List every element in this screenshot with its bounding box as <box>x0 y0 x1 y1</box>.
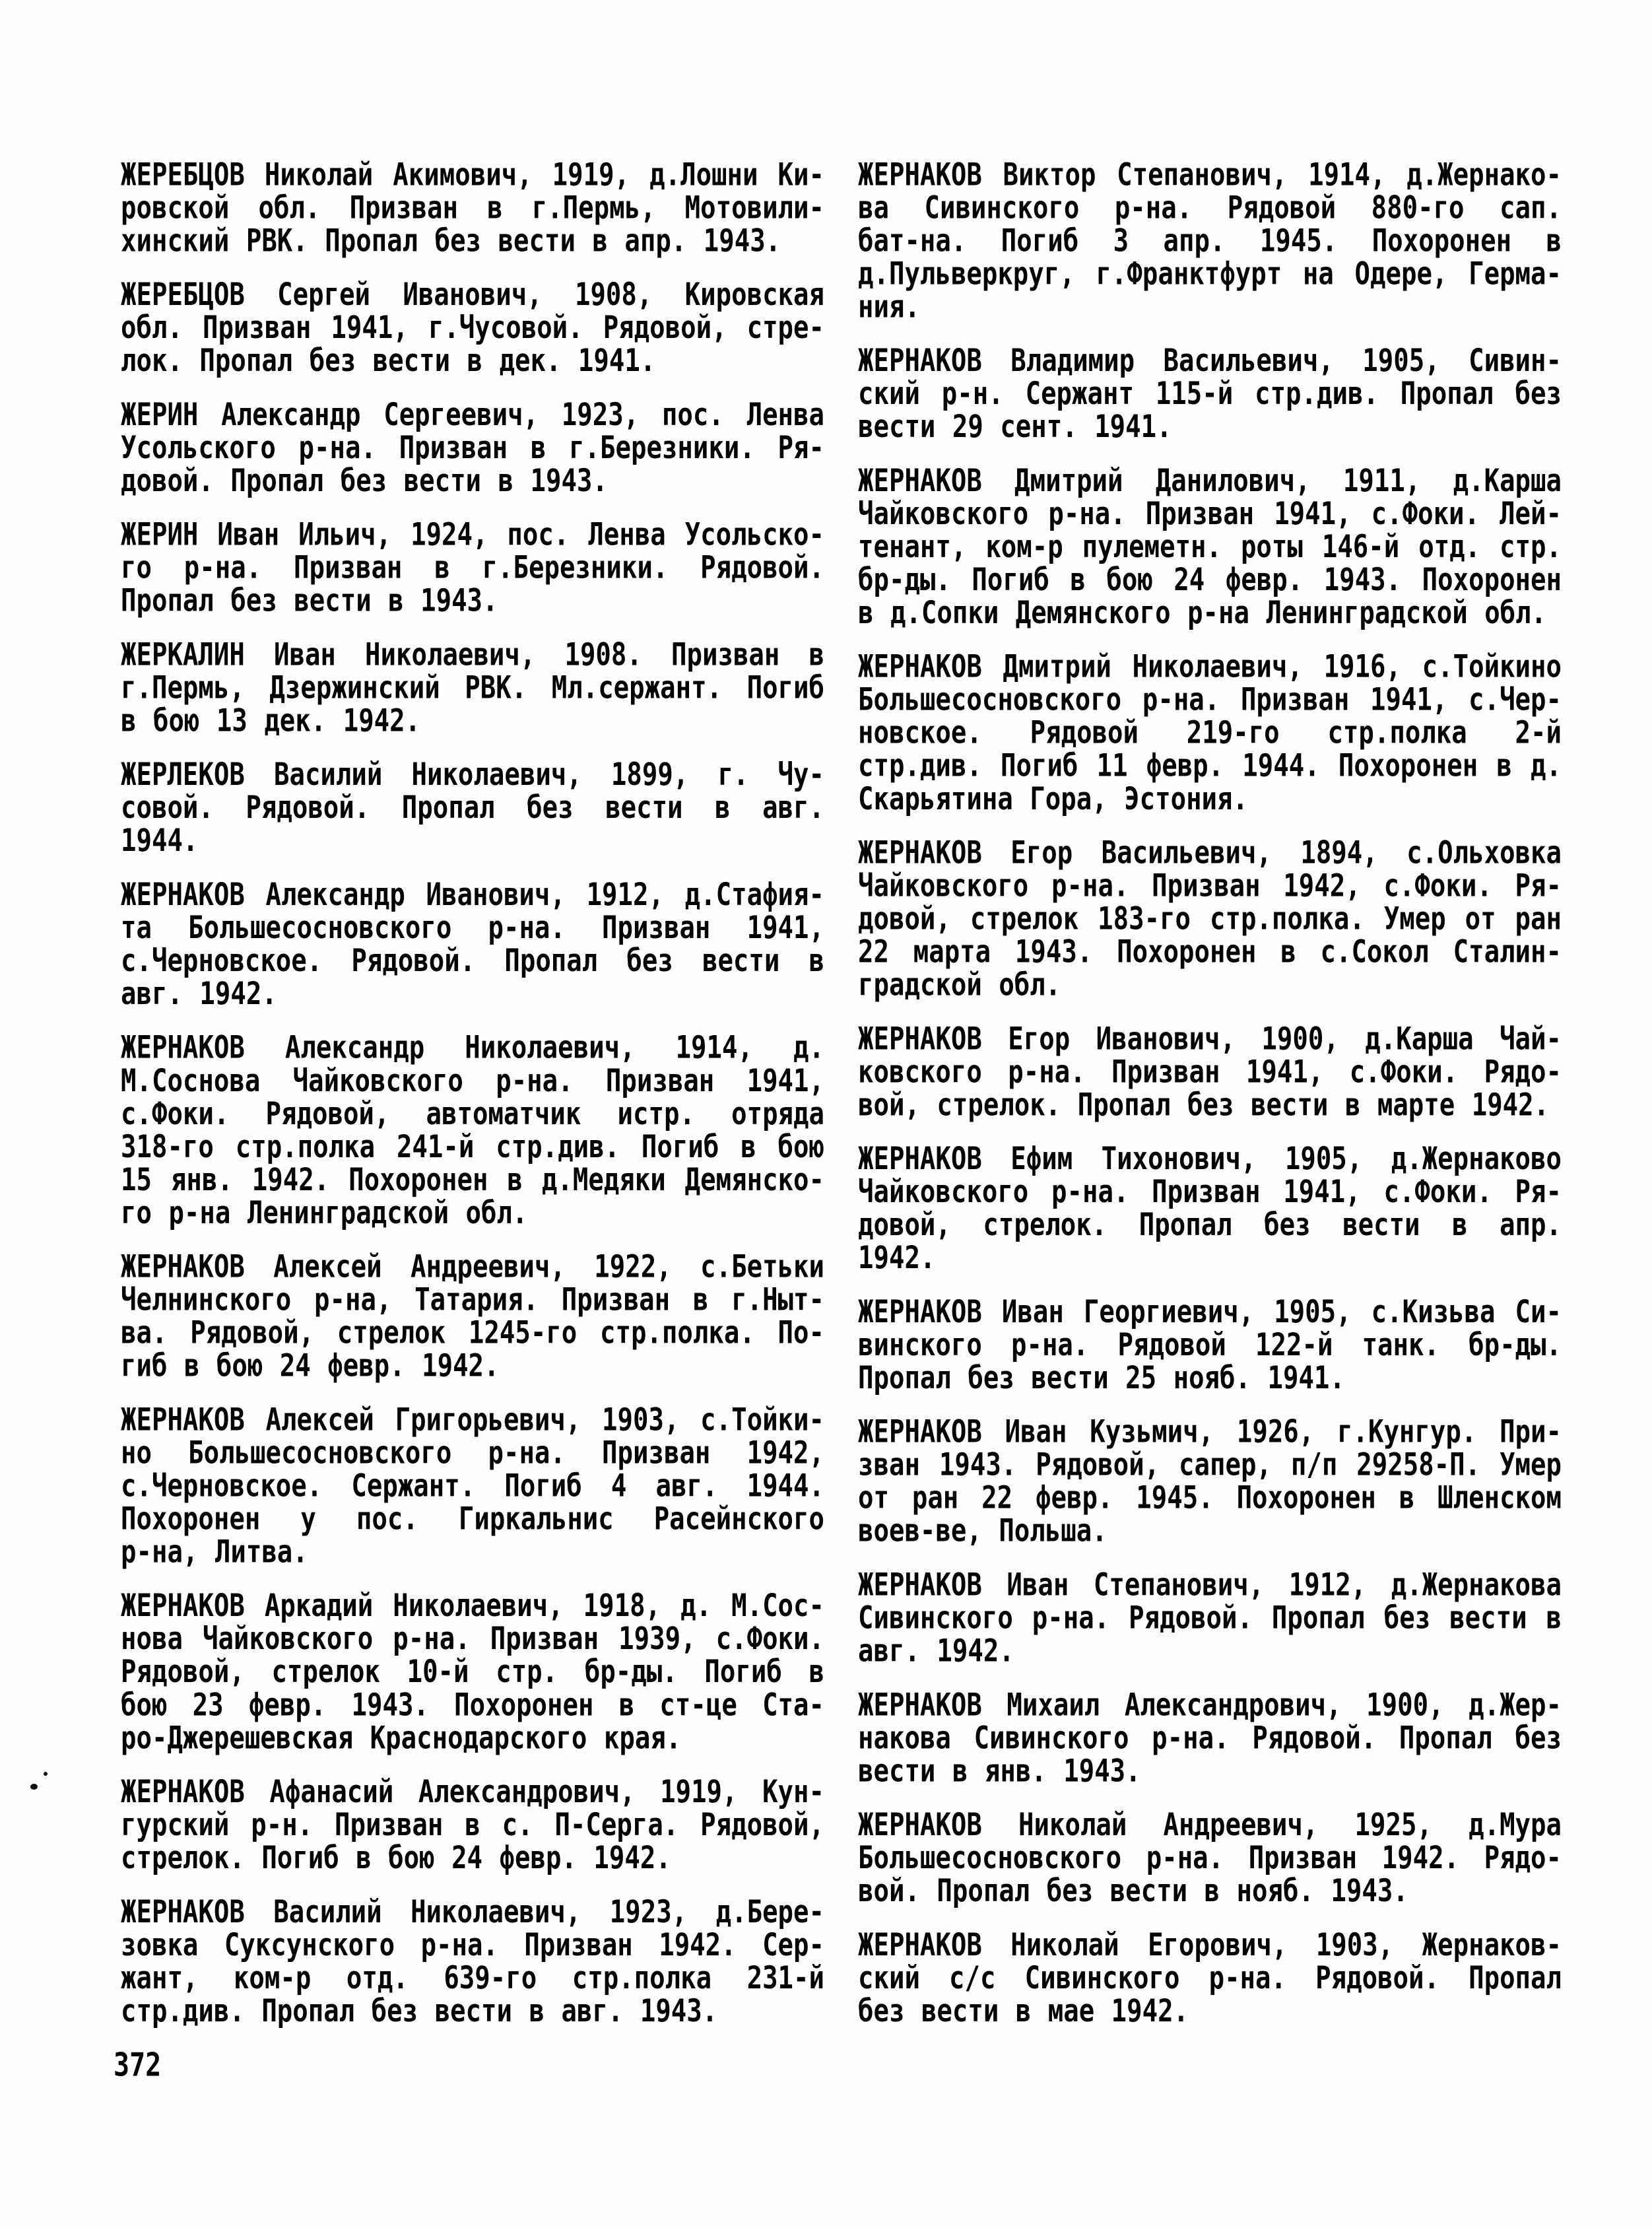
entry-line: стрелок. Погиб в бою 24 февр. 1942. <box>121 1840 671 1877</box>
entry-line: довой. Пропал без вести в 1943. <box>121 463 608 500</box>
entry-line: ЖЕРНАКОВ Афанасий Александрович, 1919, Кун- <box>121 1774 824 1811</box>
memorial-entry <box>858 1809 1562 1908</box>
entry-line: ЖЕРНАКОВ Николай Андреевич, 1925, д.Мура <box>858 1807 1562 1844</box>
entry-line: ЖЕРНАКОВ Иван Степанович, 1912, д.Жернакова <box>858 1567 1562 1603</box>
entry-line: Чайковского р-на. Призван 1942, с.Фоки. Ря- <box>858 867 1562 904</box>
entry-line: вой, стрелок. Пропал без вести в марте 1942. <box>858 1087 1550 1124</box>
scan-speck <box>30 1784 38 1790</box>
entry-line: с.Фоки. Рядовой, автоматчик истр. отряда <box>121 1096 824 1132</box>
entry-line: Чайковского р-на. Призван 1941, с.Фоки. Ря- <box>858 1174 1562 1211</box>
memorial-entry <box>121 1590 824 1755</box>
entry-line: ва Сивинского р-на. Рядовой 880-го сап. <box>858 189 1562 226</box>
entry-line: ЖЕРНАКОВ Николай Егорович, 1903, Жернаков- <box>858 1927 1562 1964</box>
entry-line: ЖЕРНАКОВ Егор Иванович, 1900, д.Карша Чай- <box>858 1021 1562 1058</box>
entry-line: хинский РВК. Пропал без вести в апр. 1943. <box>121 222 781 259</box>
memorial-entry <box>121 158 824 257</box>
entry-line: ЖЕРНАКОВ Аркадий Николаевич, 1918, д. М.Сос- <box>121 1588 824 1625</box>
entry-line: обл. Призван 1941, г.Чусовой. Рядовой, стре- <box>121 310 824 347</box>
entry-line: ЖЕРНАКОВ Дмитрий Николаевич, 1916, с.Тойкино <box>858 648 1562 685</box>
entry-line: ЖЕРНАКОВ Дмитрий Данилович, 1911, д.Карша <box>858 463 1562 500</box>
memorial-entry <box>121 1896 824 2028</box>
entry-line: градской обл. <box>858 966 1061 1003</box>
entry-line: г.Пермь, Дзержинский РВК. Мл.сержант. Погиб <box>121 669 824 706</box>
entry-line: 1942. <box>858 1240 936 1277</box>
entry-line: Сивинского р-на. Рядовой. Пропал без вести в <box>858 1600 1562 1637</box>
entry-line: ЖЕРНАКОВ Алексей Андреевич, 1922, с.Бетьки <box>121 1248 824 1285</box>
entry-line: ЖЕРНАКОВ Егор Васильевич, 1894, с.Ольховка <box>858 834 1562 871</box>
entry-line: Челнинского р-на, Татария. Призван в г.Ныт- <box>121 1281 824 1318</box>
entry-line: ЖЕРНАКОВ Владимир Васильевич, 1905, Сивин- <box>858 343 1562 380</box>
entry-line: новское. Рядовой 219-го стр.полка 2-й <box>858 715 1562 751</box>
entry-line: с.Черновское. Сержант. Погиб 4 авг. 1944. <box>121 1468 824 1504</box>
entry-line: д.Пульверкруг, г.Франктфурт на Одере, Герма- <box>858 255 1562 292</box>
entry-line: 22 марта 1943. Похоронен в с.Сокол Сталин- <box>858 933 1562 970</box>
memorial-entry <box>121 1030 824 1232</box>
scan-speck <box>44 1772 48 1776</box>
entry-line: Рядовой, стрелок 10-й стр. бр-ды. Погиб в <box>121 1654 824 1691</box>
entry-line: но Большесосновского р-на. Призван 1942, <box>121 1435 824 1471</box>
entry-line: ЖЕРЕБЦОВ Сергей Иванович, 1908, Кировская <box>121 277 824 314</box>
entry-line: Пропал без вести 25 нояб. 1941. <box>858 1360 1345 1397</box>
entry-line: Пропал без вести в 1943. <box>121 582 498 619</box>
entry-line: ЖЕРКАЛИН Иван Николаевич, 1908. Призван в <box>121 636 824 673</box>
memorial-entry <box>858 1569 1562 1668</box>
memorial-entry <box>858 650 1562 815</box>
entry-line: нова Чайковского р-на. Призван 1939, с.Фоки. <box>121 1621 824 1658</box>
entry-line: Скарьятина Гора, Эстония. <box>858 781 1248 817</box>
entry-line: ЖЕРНАКОВ Михаил Александрович, 1900, д.Жер- <box>858 1687 1562 1724</box>
memorial-entry <box>858 345 1562 444</box>
entry-line: воев-ве, Польша. <box>858 1513 1107 1549</box>
entry-line: в бою 13 дек. 1942. <box>121 702 421 739</box>
entry-line: зовка Суксунского р-на. Призван 1942. Сер- <box>121 1927 824 1964</box>
entry-line: гиб в бою 24 февр. 1942. <box>121 1347 500 1384</box>
entry-line: ЖЕРНАКОВ Иван Георгиевич, 1905, с.Кизьва Си- <box>858 1294 1562 1331</box>
memorial-entry <box>121 399 824 498</box>
memorial-entry <box>121 1250 824 1382</box>
entry-line: жант, ком-р отд. 639-го стр.полка 231-й <box>121 1960 824 1997</box>
entry-line: ва. Рядовой, стрелок 1245-го стр.полка. По- <box>121 1314 824 1351</box>
column-left <box>121 158 824 2048</box>
entry-line: та Большесосновского р-на. Призван 1941, <box>121 910 824 947</box>
entry-line: ЖЕРИН Иван Ильич, 1924, пос. Ленва Усольско- <box>121 516 824 553</box>
entry-line: 1944. <box>121 823 199 860</box>
memorial-entry <box>858 1143 1562 1275</box>
memorial-entry <box>858 1023 1562 1122</box>
entry-line: ковского р-на. Призван 1941, с.Фоки. Рядо- <box>858 1054 1562 1091</box>
entry-line: ский с/с Сивинского р-на. Рядовой. Пропал <box>858 1960 1562 1997</box>
memorial-entry <box>121 879 824 1011</box>
entry-line: стр.див. Пропал без вести в авг. 1943. <box>121 1993 718 2030</box>
entry-line: ский р-н. Сержант 115-й стр.див. Пропал без <box>858 376 1562 413</box>
entry-line: Похоронен у пос. Гиркальнис Расейнского <box>121 1501 824 1537</box>
memorial-entry <box>121 638 824 737</box>
memorial-entry <box>121 518 824 617</box>
entry-line: довой, стрелок 183-го стр.полка. Умер от ран <box>858 900 1562 937</box>
memorial-entry <box>858 836 1562 1001</box>
entry-line: Чайковского р-на. Призван 1941, с.Фоки. Лей- <box>858 496 1562 533</box>
entry-line: го р-на. Призван в г.Березники. Рядовой. <box>121 549 824 586</box>
entry-line: совой. Рядовой. Пропал без вести в авг. <box>121 790 824 827</box>
entry-line: авг. 1942. <box>121 976 277 1013</box>
entry-line: гурский р-н. Призван в с. П-Серга. Рядовой, <box>121 1807 824 1844</box>
memorial-entry <box>121 279 824 378</box>
entry-line: 15 янв. 1942. Похоронен в д.Медяки Демянско- <box>121 1162 824 1199</box>
entry-line: ЖЕРНАКОВ Александр Николаевич, 1914, д. <box>121 1030 824 1066</box>
entry-line: с.Черновское. Рядовой. Пропал без вести в <box>121 943 824 980</box>
entry-line: р-на, Литва. <box>121 1534 308 1570</box>
entry-line: довой, стрелок. Пропал без вести в апр. <box>858 1207 1562 1244</box>
entry-line: без вести в мае 1942. <box>858 1993 1189 2030</box>
entry-line: М.Соснова Чайковского р-на. Призван 1941, <box>121 1063 824 1099</box>
entry-line: бат-на. Погиб 3 апр. 1945. Похоронен в <box>858 222 1562 259</box>
entry-line: ро-Джерешевская Краснодарского края. <box>121 1720 682 1757</box>
memorial-entry <box>858 1929 1562 2028</box>
entry-line: Усольского р-на. Призван в г.Березники. Ря- <box>121 430 824 467</box>
entry-line: ЖЕРЕБЦОВ Николай Акимович, 1919, д.Лошни Ки- <box>121 156 824 193</box>
memorial-entry <box>858 158 1562 323</box>
entry-line: ЖЕРНАКОВ Алексей Григорьевич, 1903, с.Тойки- <box>121 1401 824 1438</box>
entry-line: 318-го стр.полка 241-й стр.див. Погиб в бою <box>121 1129 824 1165</box>
column-right <box>858 158 1562 2048</box>
page-number: 372 <box>114 2046 162 2084</box>
entry-line: винского р-на. Рядовой 122-й танк. бр-ды. <box>858 1327 1562 1364</box>
entry-line: бою 23 февр. 1943. Похоронен в ст-це Ста- <box>121 1687 824 1724</box>
entry-line: го р-на Ленинградской обл. <box>121 1195 528 1232</box>
entry-line: ЖЕРНАКОВ Василий Николаевич, 1923, д.Бере- <box>121 1894 824 1930</box>
entry-line: ния. <box>858 288 920 325</box>
entry-line: лок. Пропал без вести в дек. 1941. <box>121 343 656 380</box>
entry-line: ЖЕРНАКОВ Виктор Степанович, 1914, д.Жернако- <box>858 156 1562 193</box>
entry-line: ЖЕРИН Александр Сергеевич, 1923, пос. Ленва <box>121 397 824 434</box>
memorial-entry <box>858 1689 1562 1788</box>
entry-line: от ран 22 февр. 1945. Похоронен в Шленском <box>858 1480 1562 1516</box>
memorial-entry <box>121 759 824 858</box>
entry-line: вести 29 сент. 1941. <box>858 409 1172 446</box>
entry-line: ЖЕРЛЕКОВ Василий Николаевич, 1899, г. Чу- <box>121 757 824 793</box>
entry-line: накова Сивинского р-на. Рядовой. Пропал без <box>858 1720 1562 1757</box>
entry-line: Большесосновского р-на. Призван 1941, с.Чер- <box>858 682 1562 718</box>
memorial-entry <box>121 1403 824 1569</box>
entry-line: бр-ды. Погиб в бою 24 февр. 1943. Похоронен <box>858 562 1562 599</box>
memorial-entry <box>858 1415 1562 1547</box>
entry-line: ЖЕРНАКОВ Иван Кузьмич, 1926, г.Кунгур. При- <box>858 1413 1562 1450</box>
entry-line: ЖЕРНАКОВ Ефим Тихонович, 1905, д.Жернаково <box>858 1141 1562 1178</box>
entry-line: авг. 1942. <box>858 1633 1014 1670</box>
entry-line: тенант, ком-р пулеметн. роты 146-й отд. стр. <box>858 529 1562 566</box>
entry-line: вой. Пропал без вести в нояб. 1943. <box>858 1873 1408 1910</box>
entry-line: в д.Сопки Демянского р-на Ленинградской обл. <box>858 595 1547 632</box>
memorial-entry <box>858 1296 1562 1395</box>
entry-line: стр.див. Погиб 11 февр. 1944. Похоронен в д. <box>858 748 1562 784</box>
memorial-entry <box>858 465 1562 630</box>
entry-line: зван 1943. Рядовой, сапер, п/п 29258-П. Умер <box>858 1447 1562 1483</box>
entry-line: вести в янв. 1943. <box>858 1753 1141 1790</box>
entry-line: ЖЕРНАКОВ Александр Иванович, 1912, д.Стафия- <box>121 877 824 914</box>
memorial-entry <box>121 1776 824 1875</box>
entry-line: ровской обл. Призван в г.Пермь, Мотовили- <box>121 189 824 226</box>
entry-line: Большесосновского р-на. Призван 1942. Рядо- <box>858 1840 1562 1877</box>
